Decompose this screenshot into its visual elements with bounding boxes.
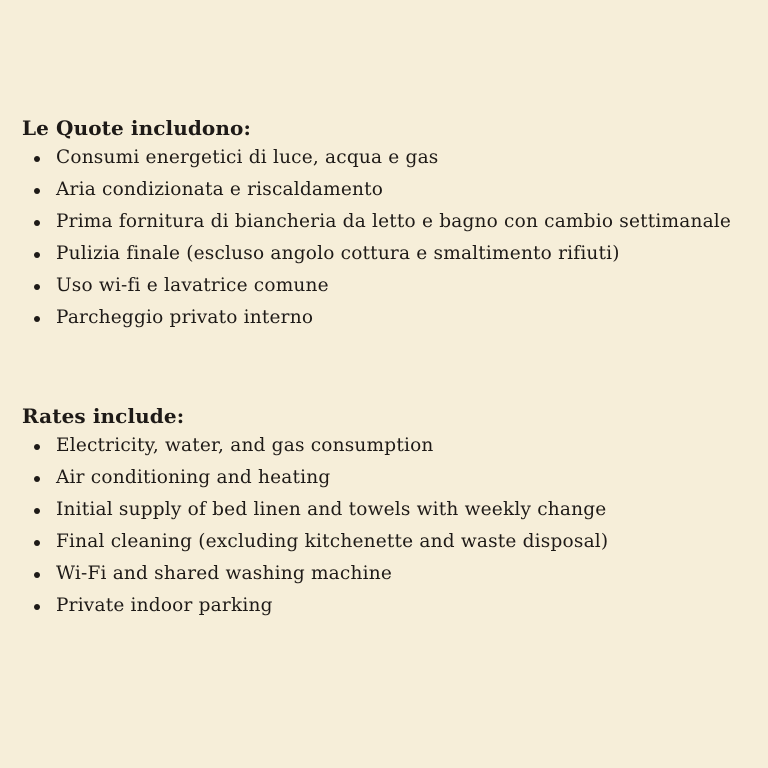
list-item-text: Final cleaning (excluding kitchenette and waste disposal) bbox=[56, 531, 609, 552]
list-item-text: Aria condizionata e riscaldamento bbox=[56, 179, 384, 200]
list-item bbox=[22, 270, 768, 302]
list-item bbox=[22, 558, 768, 590]
list-item bbox=[22, 238, 768, 270]
list-item-text: Private indoor parking bbox=[56, 595, 273, 616]
list-item-text: Prima fornitura di biancheria da letto e bagno con cambio settimanale bbox=[56, 211, 732, 232]
bullet-icon bbox=[34, 604, 40, 610]
english-rates-list bbox=[22, 430, 768, 622]
bullet-icon bbox=[34, 508, 40, 514]
bullet-icon bbox=[34, 220, 40, 226]
list-item-text: Wi-Fi and shared washing machine bbox=[56, 563, 392, 584]
list-item-text: Electricity, water, and gas consumption bbox=[56, 435, 434, 456]
bullet-icon bbox=[34, 444, 40, 450]
list-item bbox=[22, 430, 768, 462]
list-item bbox=[22, 526, 768, 558]
english-rates-section bbox=[22, 402, 768, 622]
bullet-icon bbox=[34, 188, 40, 194]
bullet-icon bbox=[34, 284, 40, 290]
bullet-icon bbox=[34, 252, 40, 258]
bullet-icon bbox=[34, 540, 40, 546]
italian-rates-list bbox=[22, 142, 768, 334]
italian-rates-section bbox=[22, 114, 768, 334]
bullet-icon bbox=[34, 316, 40, 322]
list-item bbox=[22, 206, 768, 238]
list-item bbox=[22, 142, 768, 174]
bullet-icon bbox=[34, 156, 40, 162]
bullet-icon bbox=[34, 572, 40, 578]
italian-rates-heading: Le Quote includono: bbox=[22, 116, 251, 140]
list-item-text: Consumi energetici di luce, acqua e gas bbox=[56, 147, 439, 168]
list-item-text: Uso wi-fi e lavatrice comune bbox=[56, 275, 329, 296]
list-item-text: Pulizia finale (escluso angolo cottura e smaltimento rifiuti) bbox=[56, 243, 620, 264]
list-item bbox=[22, 174, 768, 206]
english-rates-heading: Rates include: bbox=[22, 404, 185, 428]
list-item bbox=[22, 462, 768, 494]
list-item bbox=[22, 590, 768, 622]
bullet-icon bbox=[34, 476, 40, 482]
list-item bbox=[22, 494, 768, 526]
list-item-text: Parcheggio privato interno bbox=[56, 307, 314, 328]
list-item-text: Initial supply of bed linen and towels with weekly change bbox=[56, 499, 607, 520]
list-item-text: Air conditioning and heating bbox=[56, 467, 331, 488]
list-item bbox=[22, 302, 768, 334]
